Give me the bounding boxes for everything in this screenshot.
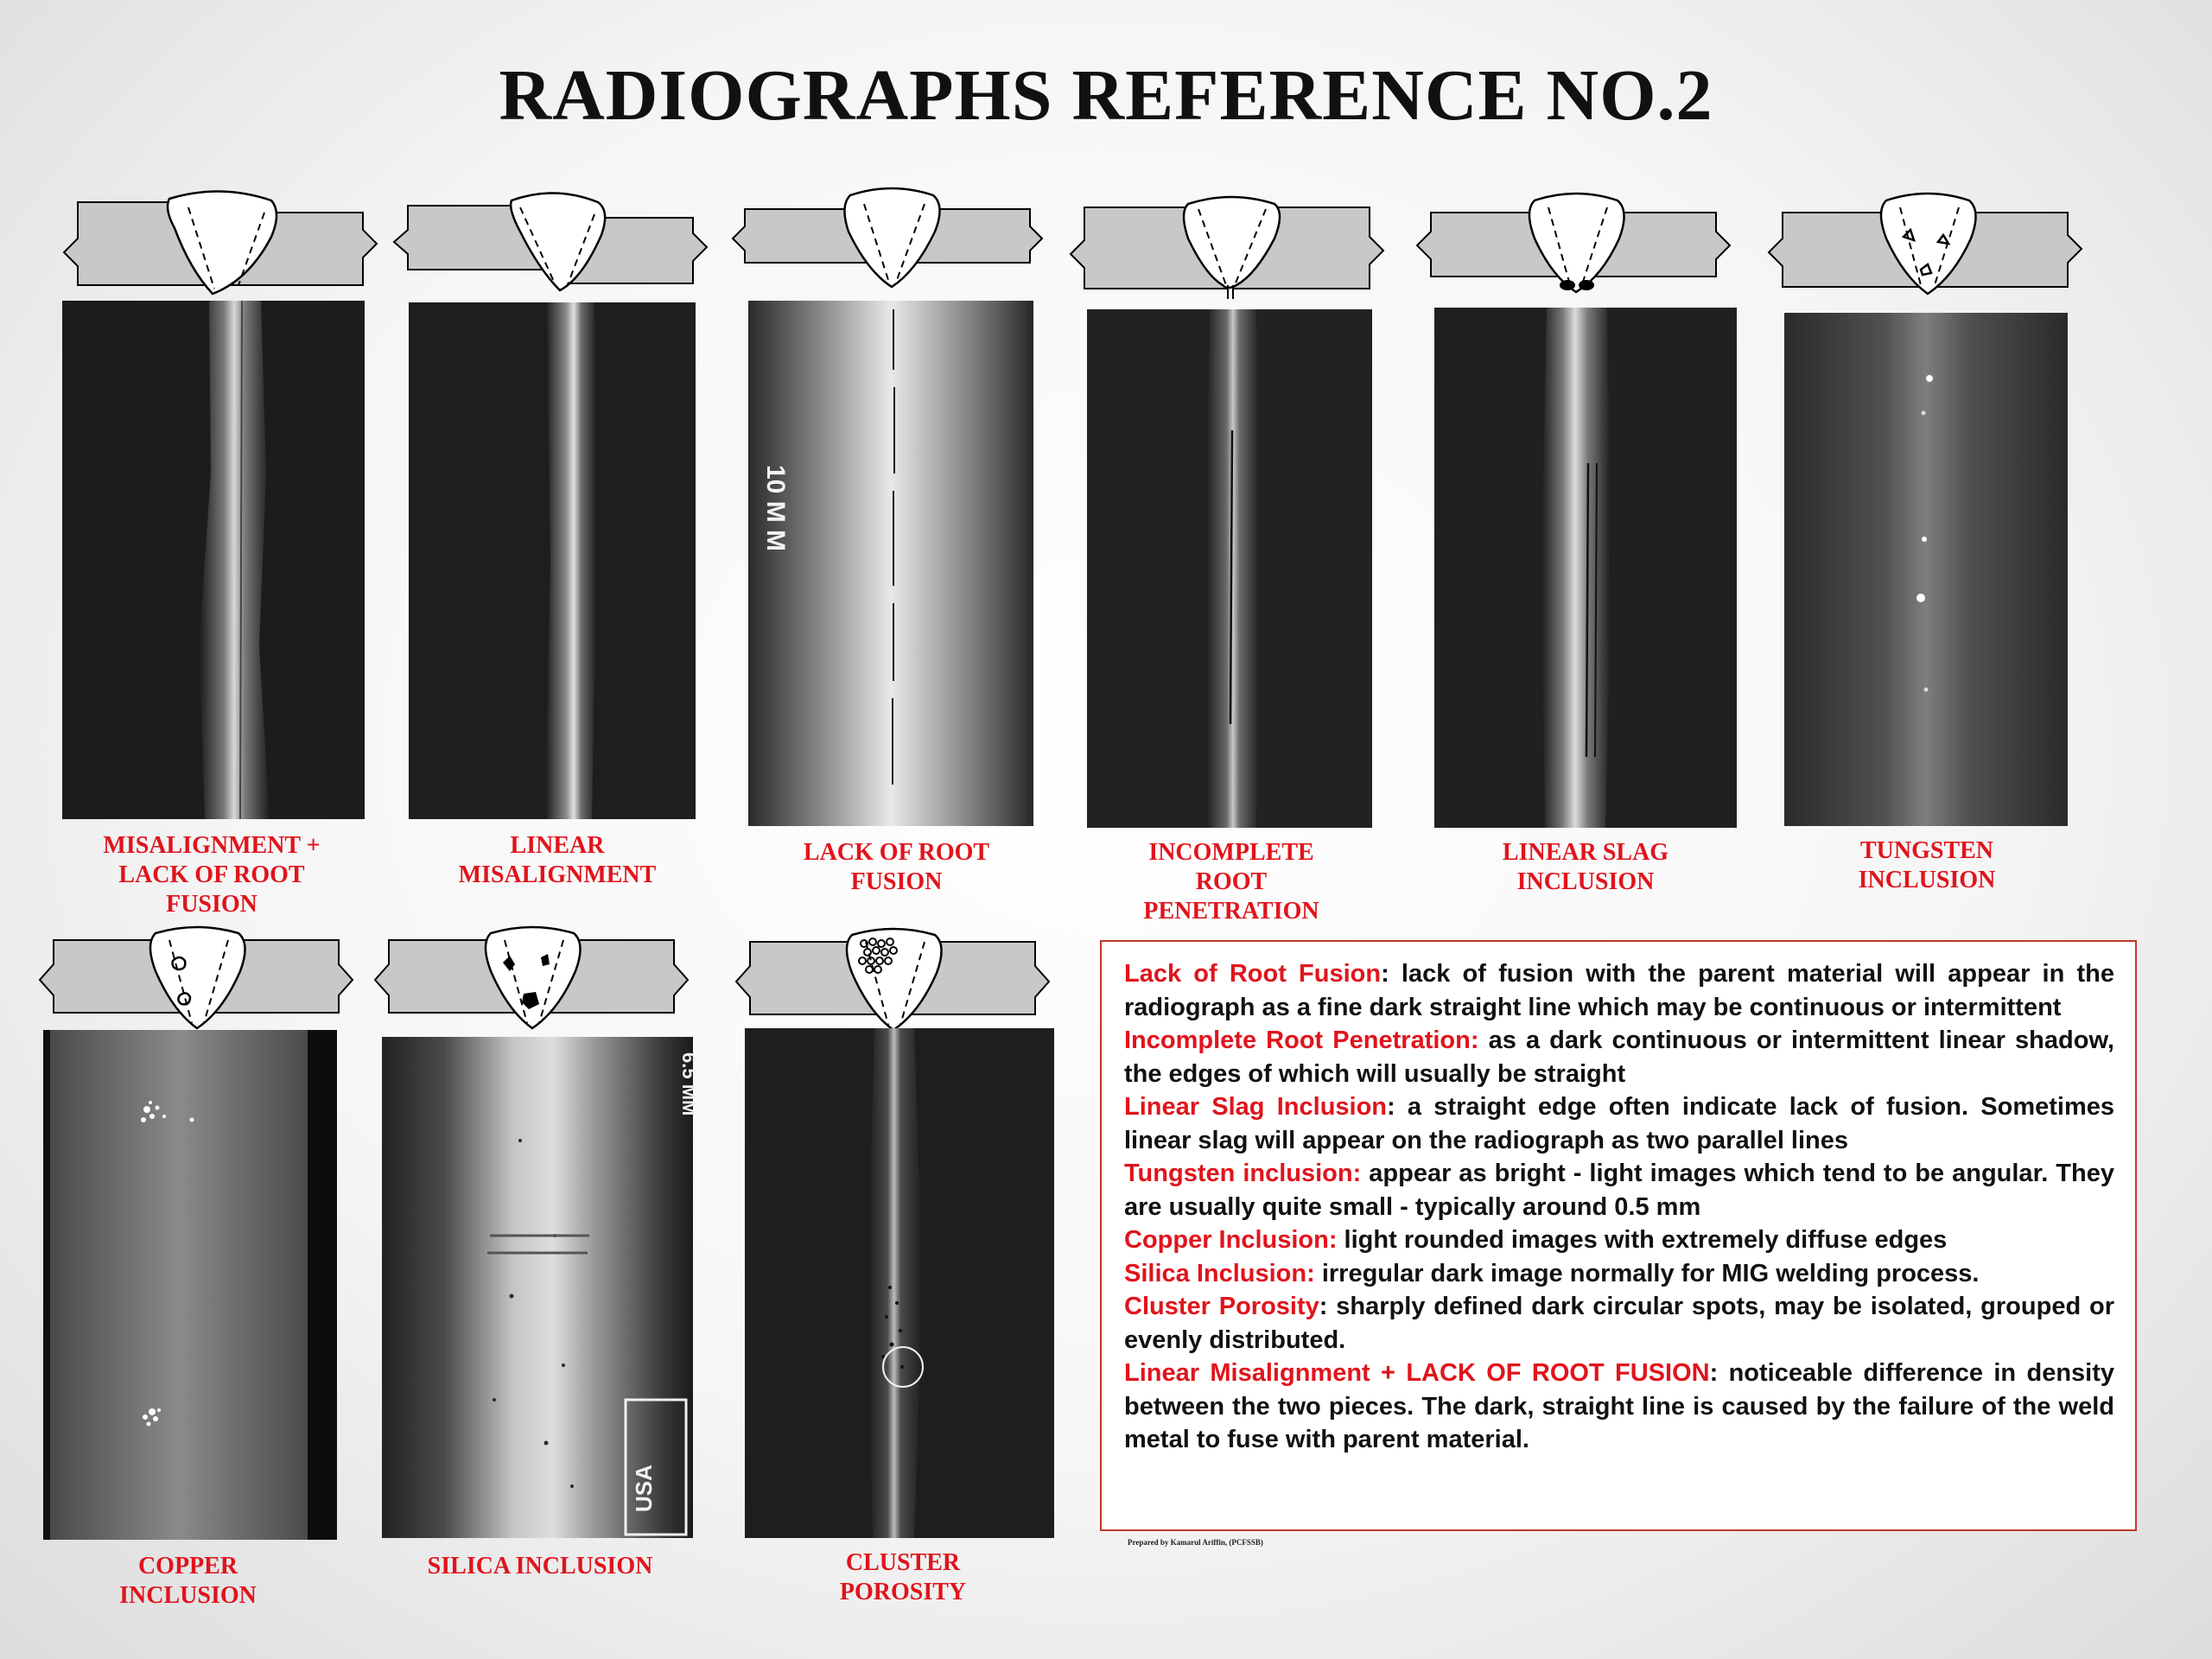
weld-sketch-cluster-porosity <box>733 925 1052 1037</box>
radiograph-copper-inclusion <box>43 1030 337 1540</box>
weld-sketch-misalignment <box>60 183 380 296</box>
film-scale-10mm: 10 M M <box>761 465 790 552</box>
weld-sketch-linear-misalignment <box>391 183 710 296</box>
weld-sketch-tungsten-inclusion <box>1765 187 2085 299</box>
radiograph-cluster-porosity <box>745 1028 1054 1538</box>
label-cluster-porosity: CLUSTER POROSITY <box>839 1549 967 1605</box>
note-term: Cluster Porosity <box>1124 1293 1319 1320</box>
note-linear-misalignment <box>1124 1357 2114 1457</box>
note-text: : noticeable difference in density between the two pieces. The dark, straight line is caused by the failure of the weld metal to fuse with parent material. <box>1124 1359 2115 1453</box>
note-linear-slag-inclusion <box>1124 1090 2114 1157</box>
label-incomplete-root-penetration: INCOMPLETE ROOT PENETRATION <box>1143 839 1319 925</box>
radiograph-linear-misalignment <box>409 302 696 819</box>
prepared-by: Prepared by Kamarul Ariffin, (PCFSSB) <box>1128 1538 1263 1547</box>
note-incomplete-root-penetration <box>1124 1024 2114 1090</box>
note-lack-of-root-fusion <box>1124 957 2114 1024</box>
radiograph-silica-inclusion <box>382 1037 700 1538</box>
note-term: Silica Inclusion: <box>1124 1259 1315 1287</box>
label-linear-slag-inclusion: LINEAR SLAG INCLUSION <box>1502 839 1669 895</box>
note-tungsten-inclusion <box>1124 1157 2114 1224</box>
note-term: Incomplete Root Penetration: <box>1124 1027 1479 1054</box>
note-text: irregular dark image normally for MIG welding process. <box>1314 1259 1980 1287</box>
note-term: Linear Misalignment + LACK OF ROOT FUSION <box>1124 1359 1710 1387</box>
radiograph-misalignment <box>62 301 365 819</box>
note-text: : sharply defined dark circular spots, may be isolated, grouped or evenly distributed. <box>1124 1293 2114 1354</box>
film-scale-6-5mm: 6.5 MM <box>678 1052 700 1116</box>
weld-sketch-lack-of-root-fusion <box>728 183 1047 296</box>
note-text: light rounded images with extremely diffuse edges <box>1337 1226 1948 1254</box>
note-silica-inclusion <box>1124 1257 2114 1291</box>
film-stamp-usa: USA <box>631 1465 657 1512</box>
note-text: : lack of fusion with the parent material will appear in the radiograph as a fine dark straight line which may be continuous or intermittent <box>1124 960 2114 1021</box>
radiograph-lack-of-root-fusion <box>748 301 1033 826</box>
copyright-notice: Copyright 2013. KA Original <box>2048 639 2056 731</box>
note-term: Copper Inclusion: <box>1124 1226 1338 1254</box>
note-term: Lack of Root Fusion <box>1124 960 1382 988</box>
weld-sketch-incomplete-root-penetration <box>1067 188 1387 301</box>
weld-sketch-copper-inclusion <box>36 923 356 1035</box>
label-linear-misalignment: LINEAR MISALIGNMENT <box>458 832 657 888</box>
note-text: appear as bright - light images which tend to be angular. They are usually quite small - typically around 0.5 mm <box>1124 1160 2114 1221</box>
page-title: RADIOGRAPHS REFERENCE NO.2 <box>499 55 1713 136</box>
label-lack-of-root-fusion: LACK OF ROOT FUSION <box>803 839 990 895</box>
note-term: Tungsten inclusion: <box>1124 1160 1362 1187</box>
weld-sketch-silica-inclusion <box>372 923 691 1035</box>
defect-notes-box <box>1100 940 2137 1531</box>
label-misalignment: MISALIGNMENT + LACK OF ROOT FUSION <box>103 832 321 918</box>
radiograph-incomplete-root-penetration <box>1087 309 1372 828</box>
note-term: Linear Slag Inclusion <box>1124 1093 1388 1121</box>
label-copper-inclusion: COPPER INCLUSION <box>119 1553 257 1609</box>
radiograph-tungsten-inclusion <box>1784 313 2068 826</box>
label-silica-inclusion: SILICA INCLUSION <box>427 1553 653 1580</box>
note-copper-inclusion <box>1124 1224 2114 1257</box>
note-cluster-porosity <box>1124 1290 2114 1357</box>
weld-sketch-linear-slag-inclusion <box>1414 187 1733 299</box>
note-text: as a dark continuous or intermittent linear shadow, the edges of which will usually be straight <box>1124 1027 2114 1088</box>
radiograph-linear-slag-inclusion <box>1434 308 1737 828</box>
note-text: : a straight edge often indicate lack of fusion. Sometimes linear slag will appear on the radiograph as two parallel lines <box>1124 1093 2114 1154</box>
label-tungsten-inclusion: TUNGSTEN INCLUSION <box>1858 837 1996 893</box>
